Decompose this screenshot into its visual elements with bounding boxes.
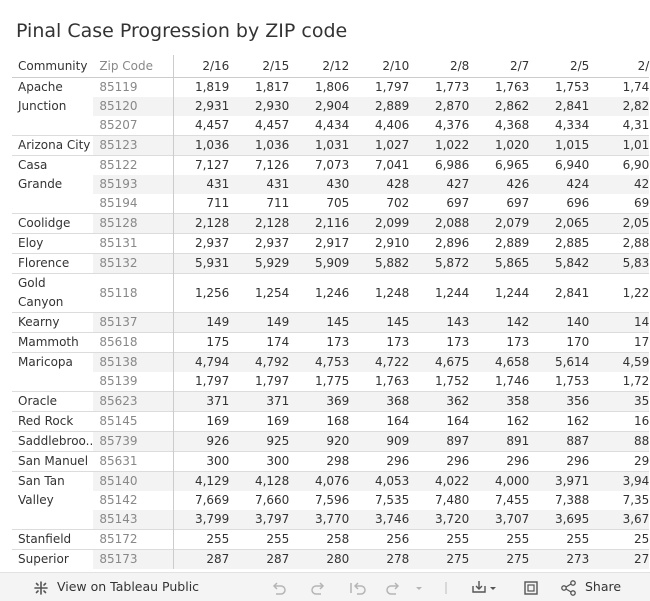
case-count-cell[interactable]: 428: [349, 175, 409, 194]
case-count-cell[interactable]: 1,246: [289, 274, 349, 313]
community-cell[interactable]: Mammoth: [12, 333, 93, 353]
case-count-cell[interactable]: 6,965: [469, 156, 529, 176]
view-on-tableau-public-link[interactable]: [32, 573, 199, 601]
table-row: [12, 313, 649, 333]
community-cell[interactable]: Kearny: [12, 313, 93, 333]
case-count-cell[interactable]: 162: [529, 412, 589, 432]
forward-icon: [385, 579, 405, 597]
case-count-cell[interactable]: 424: [529, 175, 589, 194]
column-header-date[interactable]: 2/5: [529, 55, 589, 78]
case-count-cell[interactable]: 4,675: [409, 353, 469, 373]
page-title: Pinal Case Progression by ZIP code: [16, 20, 348, 42]
case-count-cell[interactable]: 702: [386, 196, 410, 210]
zip-code-cell[interactable]: 85140: [93, 472, 173, 492]
column-header-community[interactable]: Community: [12, 55, 93, 78]
case-count-cell[interactable]: 2,910: [349, 234, 409, 254]
column-header-date[interactable]: 2/16: [173, 55, 229, 78]
zip-code-cell[interactable]: 85138: [93, 353, 173, 373]
zip-code-cell[interactable]: 85137: [93, 313, 173, 333]
zip-code-cell[interactable]: 85207: [93, 116, 173, 136]
case-count-cell[interactable]: 173: [349, 333, 409, 353]
table-row: [12, 274, 649, 313]
case-count-cell[interactable]: 1,022: [409, 136, 469, 156]
case-count-cell[interactable]: 4,794: [173, 353, 229, 373]
case-count-cell[interactable]: 2,904: [289, 97, 349, 116]
case-count-cell[interactable]: 258: [289, 530, 349, 550]
case-count-cell[interactable]: 6,90: [589, 156, 649, 176]
tableau-toolbar: [0, 572, 650, 601]
case-count-cell[interactable]: 2,930: [229, 97, 289, 116]
case-count-cell[interactable]: 2,862: [469, 97, 529, 116]
case-count-cell[interactable]: 174: [229, 333, 289, 353]
case-count-cell[interactable]: 300: [229, 452, 289, 472]
case-count-cell[interactable]: 371: [229, 392, 289, 412]
community-cell[interactable]: Arizona City: [12, 136, 93, 156]
zip-code-cell[interactable]: 85139: [93, 372, 173, 392]
case-count-cell[interactable]: 1,753: [554, 80, 590, 94]
undo-button[interactable]: [270, 573, 288, 601]
case-count-cell[interactable]: 4,753: [289, 353, 349, 373]
zip-code-cell[interactable]: 85132: [93, 254, 173, 274]
column-header-date[interactable]: 2/10: [349, 55, 409, 78]
table-row: [12, 491, 649, 510]
zip-code-cell[interactable]: 85618: [93, 333, 173, 353]
case-count-cell[interactable]: 296: [409, 452, 469, 472]
zip-code-cell[interactable]: 85172: [93, 530, 173, 550]
undo-icon: [270, 579, 288, 597]
case-count-cell[interactable]: 5,909: [289, 254, 349, 274]
case-count-cell[interactable]: 88: [589, 432, 649, 452]
community-cell[interactable]: Casa Grande: [12, 156, 93, 214]
revert-icon: [348, 579, 368, 597]
case-count-cell[interactable]: 5,614: [529, 353, 589, 373]
case-count-cell[interactable]: 35: [589, 392, 649, 412]
header-row: [12, 55, 649, 78]
case-count-cell[interactable]: 1,244: [409, 274, 469, 313]
crosstab-table: [12, 55, 649, 569]
case-count-cell[interactable]: 2,889: [349, 97, 409, 116]
community-cell[interactable]: Eloy: [12, 234, 93, 254]
case-count-cell[interactable]: 2,128: [229, 214, 289, 234]
case-count-cell[interactable]: 1,015: [529, 136, 589, 156]
table-row: [12, 372, 649, 392]
view-on-tableau-public-label: View on Tableau Public: [56, 579, 200, 594]
case-count-cell[interactable]: 2,116: [289, 214, 349, 234]
case-count-cell[interactable]: 5,872: [409, 254, 469, 274]
case-count-cell[interactable]: 7,041: [349, 156, 409, 176]
case-count-cell[interactable]: 169: [173, 412, 229, 432]
case-count-cell[interactable]: 255: [409, 530, 469, 550]
case-count-cell[interactable]: 1,797: [194, 374, 230, 388]
case-count-cell[interactable]: 1,036: [229, 136, 289, 156]
case-count-cell[interactable]: 3,971: [529, 472, 589, 492]
case-count-cell[interactable]: 5,929: [229, 254, 289, 274]
case-count-cell[interactable]: 3,67: [589, 510, 649, 530]
case-count-cell[interactable]: 3,797: [229, 510, 289, 530]
table-row: [12, 333, 649, 353]
case-count-cell[interactable]: 5,882: [349, 254, 409, 274]
case-count-cell[interactable]: 255: [229, 530, 289, 550]
community-cell[interactable]: Florence: [12, 254, 93, 274]
case-count-cell[interactable]: 711: [206, 196, 230, 210]
table-row: [12, 530, 649, 550]
table-row: [12, 175, 649, 194]
case-count-cell[interactable]: 1,256: [173, 274, 229, 313]
case-count-cell[interactable]: 4,334: [554, 118, 590, 132]
case-count-cell[interactable]: 1,254: [229, 274, 289, 313]
case-count-cell[interactable]: 7,127: [173, 156, 229, 176]
table-row: [12, 550, 649, 570]
case-count-cell[interactable]: 17: [589, 333, 649, 353]
case-count-cell[interactable]: 173: [289, 333, 349, 353]
case-count-cell[interactable]: 4,053: [349, 472, 409, 492]
community-cell[interactable]: Gold Canyon: [12, 274, 93, 313]
case-count-cell[interactable]: 426: [469, 175, 529, 194]
case-count-cell[interactable]: 173: [469, 333, 529, 353]
case-count-cell[interactable]: 3,695: [529, 510, 589, 530]
case-count-cell[interactable]: 27: [589, 550, 649, 570]
table-row: [12, 97, 649, 116]
case-count-cell[interactable]: 16: [589, 412, 649, 432]
community-cell[interactable]: San Tan Valley: [12, 472, 93, 530]
share-icon: [560, 579, 578, 597]
zip-code-cell[interactable]: 85739: [93, 432, 173, 452]
case-count-cell[interactable]: 4,457: [254, 118, 290, 132]
table-row: [12, 214, 649, 234]
forward-dropdown-button[interactable]: [414, 573, 424, 601]
column-header-date[interactable]: 2/12: [289, 55, 349, 78]
case-count-cell[interactable]: 287: [173, 550, 229, 570]
zip-code-cell[interactable]: 85120: [93, 97, 173, 116]
redo-icon: [309, 579, 327, 597]
fullscreen-icon: [522, 579, 540, 597]
zip-code-cell[interactable]: 85143: [93, 510, 173, 530]
case-count-cell[interactable]: 431: [229, 175, 289, 194]
fullscreen-button[interactable]: [522, 573, 540, 601]
case-count-cell[interactable]: 168: [289, 412, 349, 432]
table-row: [12, 136, 649, 156]
case-count-cell[interactable]: 431: [173, 175, 229, 194]
community-cell[interactable]: San Manuel: [12, 452, 93, 472]
case-count-cell[interactable]: 4,59: [589, 353, 649, 373]
case-count-cell[interactable]: 2,931: [173, 97, 229, 116]
case-count-cell[interactable]: 2,841: [529, 274, 589, 313]
case-count-cell[interactable]: 897: [409, 432, 469, 452]
case-count-cell[interactable]: 705: [326, 196, 350, 210]
case-count-cell[interactable]: 430: [289, 175, 349, 194]
download-button[interactable]: [470, 573, 502, 601]
case-count-cell[interactable]: 909: [349, 432, 409, 452]
zip-code-cell[interactable]: 85131: [93, 234, 173, 254]
community-cell[interactable]: Coolidge: [12, 214, 93, 234]
case-count-cell[interactable]: 6,940: [529, 156, 589, 176]
case-count-cell[interactable]: 145: [289, 313, 349, 333]
case-count-cell[interactable]: 4,076: [289, 472, 349, 492]
case-count-cell[interactable]: 300: [173, 452, 229, 472]
toolbar-divider: [444, 573, 448, 601]
case-count-cell[interactable]: 4,368: [494, 118, 530, 132]
case-count-cell[interactable]: 1,248: [349, 274, 409, 313]
case-count-cell[interactable]: 1,763: [494, 80, 530, 94]
case-count-cell[interactable]: 926: [173, 432, 229, 452]
case-count-cell[interactable]: 4,792: [229, 353, 289, 373]
case-count-cell[interactable]: 1,244: [469, 274, 529, 313]
table-row: [12, 510, 649, 530]
case-count-cell[interactable]: 255: [173, 530, 229, 550]
case-count-cell[interactable]: 2,870: [409, 97, 469, 116]
case-count-cell[interactable]: 1,752: [434, 374, 470, 388]
case-count-cell[interactable]: 356: [529, 392, 589, 412]
case-count-cell[interactable]: 2,088: [409, 214, 469, 234]
case-count-cell[interactable]: 369: [289, 392, 349, 412]
case-count-cell[interactable]: 3,746: [349, 510, 409, 530]
case-count-cell[interactable]: 4,022: [409, 472, 469, 492]
case-count-cell[interactable]: 7,480: [434, 493, 470, 507]
case-count-cell[interactable]: 2,079: [469, 214, 529, 234]
zip-code-cell[interactable]: 85623: [93, 392, 173, 412]
case-count-cell[interactable]: 368: [349, 392, 409, 412]
case-count-cell[interactable]: 5,842: [529, 254, 589, 274]
table-row: [12, 392, 649, 412]
case-count-cell[interactable]: 278: [349, 550, 409, 570]
case-count-cell[interactable]: 14: [589, 313, 649, 333]
tableau-logo-icon: [32, 579, 50, 597]
case-count-cell[interactable]: 4,658: [469, 353, 529, 373]
case-count-cell[interactable]: 891: [469, 432, 529, 452]
case-count-cell[interactable]: 140: [529, 313, 589, 333]
table-row: [12, 194, 649, 214]
case-count-cell[interactable]: 3,720: [409, 510, 469, 530]
table-row: [12, 156, 649, 176]
zip-code-cell[interactable]: 85193: [93, 175, 173, 194]
case-count-cell[interactable]: 920: [289, 432, 349, 452]
zip-code-cell[interactable]: 85145: [93, 412, 173, 432]
zip-code-cell[interactable]: 85173: [93, 550, 173, 570]
case-count-cell[interactable]: 3,94: [589, 472, 649, 492]
case-count-cell[interactable]: 4,722: [349, 353, 409, 373]
case-count-cell[interactable]: 1,797: [254, 374, 290, 388]
case-count-cell[interactable]: 7,388: [554, 493, 590, 507]
zip-code-cell[interactable]: 85194: [93, 194, 173, 214]
zip-code-cell[interactable]: 85631: [93, 452, 173, 472]
case-count-cell[interactable]: 6,986: [409, 156, 469, 176]
table-row: [12, 452, 649, 472]
case-count-cell[interactable]: 1,819: [194, 80, 230, 94]
case-count-cell[interactable]: 3,707: [469, 510, 529, 530]
column-header-date[interactable]: 2/8: [409, 55, 469, 78]
case-count-cell[interactable]: 2,88: [589, 234, 649, 254]
case-count-cell[interactable]: 69: [634, 196, 650, 210]
zip-code-cell[interactable]: 85123: [93, 136, 173, 156]
case-count-cell[interactable]: 1,74: [622, 80, 650, 94]
case-count-cell[interactable]: 169: [229, 412, 289, 432]
case-count-cell[interactable]: 173: [409, 333, 469, 353]
case-count-cell[interactable]: 7,669: [194, 493, 230, 507]
case-count-cell[interactable]: 164: [409, 412, 469, 432]
table-row: [12, 432, 649, 452]
case-count-cell[interactable]: 7,596: [314, 493, 350, 507]
case-count-cell[interactable]: 362: [409, 392, 469, 412]
case-count-cell[interactable]: 7,35: [622, 493, 650, 507]
case-count-cell[interactable]: 273: [529, 550, 589, 570]
case-count-cell[interactable]: 5,865: [469, 254, 529, 274]
case-count-cell[interactable]: 296: [529, 452, 589, 472]
case-count-cell[interactable]: 7,073: [289, 156, 349, 176]
case-count-cell[interactable]: 29: [589, 452, 649, 472]
community-cell[interactable]: Red Rock: [12, 412, 93, 432]
case-count-cell[interactable]: 4,376: [434, 118, 470, 132]
case-count-cell[interactable]: 697: [446, 196, 470, 210]
share-label: Share: [584, 579, 622, 594]
table-row: [12, 234, 649, 254]
case-count-cell[interactable]: 1,020: [469, 136, 529, 156]
case-count-cell[interactable]: 1,763: [374, 374, 410, 388]
community-cell[interactable]: Apache Junction: [18, 80, 67, 113]
case-count-cell[interactable]: 4,457: [194, 118, 230, 132]
column-header-zip[interactable]: Zip Code: [93, 55, 173, 78]
case-count-cell[interactable]: 887: [529, 432, 589, 452]
table-row: [12, 353, 649, 373]
case-count-cell[interactable]: 4,434: [314, 118, 350, 132]
column-header-date[interactable]: 2/15: [229, 55, 289, 78]
case-count-cell[interactable]: 142: [469, 313, 529, 333]
case-count-cell[interactable]: 371: [173, 392, 229, 412]
case-count-cell[interactable]: 4,128: [229, 472, 289, 492]
case-count-cell[interactable]: 2,82: [589, 97, 649, 116]
case-count-cell[interactable]: 1,775: [314, 374, 350, 388]
community-cell[interactable]: Saddlebroo..: [12, 432, 93, 452]
community-cell[interactable]: Maricopa: [12, 353, 93, 392]
case-count-cell[interactable]: 3,770: [289, 510, 349, 530]
case-count-cell[interactable]: 42: [589, 175, 649, 194]
case-count-cell[interactable]: 4,406: [374, 118, 410, 132]
case-count-cell[interactable]: 1,036: [173, 136, 229, 156]
zip-code-cell[interactable]: 85122: [93, 156, 173, 176]
case-count-cell[interactable]: 275: [469, 550, 529, 570]
case-count-cell[interactable]: 280: [289, 550, 349, 570]
case-count-cell[interactable]: 2,917: [289, 234, 349, 254]
column-header-date[interactable]: 2/: [589, 55, 649, 78]
community-cell[interactable]: Superior: [12, 550, 93, 570]
download-icon: [470, 579, 502, 597]
revert-button[interactable]: [348, 573, 368, 601]
case-count-cell[interactable]: 275: [409, 550, 469, 570]
zip-code-cell[interactable]: 85128: [93, 214, 173, 234]
redo-button[interactable]: [309, 573, 327, 601]
case-count-cell[interactable]: 170: [529, 333, 589, 353]
case-count-cell[interactable]: 1,22: [589, 274, 649, 313]
case-count-cell[interactable]: 2,889: [469, 234, 529, 254]
case-count-cell[interactable]: 2,896: [409, 234, 469, 254]
case-count-cell[interactable]: 711: [266, 196, 290, 210]
case-count-cell[interactable]: 164: [349, 412, 409, 432]
case-count-cell[interactable]: 7,535: [374, 493, 410, 507]
case-count-cell[interactable]: 149: [173, 313, 229, 333]
case-count-cell[interactable]: 2,937: [229, 234, 289, 254]
community-cell[interactable]: Oracle: [12, 392, 93, 412]
case-count-cell[interactable]: 427: [409, 175, 469, 194]
case-count-cell[interactable]: 3,799: [173, 510, 229, 530]
case-count-cell[interactable]: 7,660: [254, 493, 290, 507]
case-count-cell[interactable]: 5,83: [589, 254, 649, 274]
case-count-cell[interactable]: 1,773: [434, 80, 470, 94]
case-count-cell[interactable]: 5,931: [173, 254, 229, 274]
forward-button[interactable]: [385, 573, 405, 601]
case-count-cell[interactable]: 1,746: [494, 374, 530, 388]
case-count-cell[interactable]: 925: [229, 432, 289, 452]
case-count-cell[interactable]: 1,72: [622, 374, 650, 388]
case-count-cell[interactable]: 1,797: [374, 80, 410, 94]
case-count-cell[interactable]: 7,126: [229, 156, 289, 176]
chevron-down-icon: [414, 579, 424, 597]
share-button[interactable]: [560, 573, 621, 601]
case-count-cell[interactable]: 255: [529, 530, 589, 550]
case-count-cell[interactable]: 298: [289, 452, 349, 472]
community-cell[interactable]: Stanfield: [12, 530, 93, 550]
case-count-cell[interactable]: 696: [566, 196, 590, 210]
case-count-cell[interactable]: 4,129: [173, 472, 229, 492]
case-count-cell[interactable]: 2,128: [173, 214, 229, 234]
case-count-cell[interactable]: 1,753: [554, 374, 590, 388]
table-row: [12, 254, 649, 274]
case-count-cell[interactable]: 2,099: [349, 214, 409, 234]
zip-code-cell[interactable]: 85142: [93, 491, 173, 510]
crosstab-viewport[interactable]: [0, 55, 650, 566]
case-count-cell[interactable]: 296: [349, 452, 409, 472]
case-count-cell[interactable]: 145: [349, 313, 409, 333]
case-count-cell[interactable]: 2,937: [173, 234, 229, 254]
zip-code-cell[interactable]: 85118: [93, 274, 173, 313]
case-count-cell[interactable]: 2,065: [529, 214, 589, 234]
case-count-cell[interactable]: 149: [229, 313, 289, 333]
case-count-cell[interactable]: 4,31: [622, 118, 650, 132]
case-count-cell[interactable]: 2,885: [529, 234, 589, 254]
case-count-cell[interactable]: 256: [349, 530, 409, 550]
case-count-cell[interactable]: 162: [469, 412, 529, 432]
case-count-cell[interactable]: 296: [469, 452, 529, 472]
table-row: [12, 472, 649, 492]
zip-code-cell[interactable]: 85119: [93, 78, 173, 98]
case-count-cell[interactable]: 143: [409, 313, 469, 333]
table-row: [12, 412, 649, 432]
case-count-cell[interactable]: 4,000: [469, 472, 529, 492]
table-row: [12, 116, 649, 136]
case-count-cell[interactable]: 7,455: [494, 493, 530, 507]
table-row: [12, 78, 649, 98]
case-count-cell[interactable]: 697: [506, 196, 530, 210]
column-header-date[interactable]: 2/7: [469, 55, 529, 78]
case-count-cell[interactable]: 25: [589, 530, 649, 550]
case-count-cell[interactable]: 2,841: [529, 97, 589, 116]
case-count-cell[interactable]: 358: [469, 392, 529, 412]
case-count-cell[interactable]: 175: [173, 333, 229, 353]
case-count-cell[interactable]: 1,01: [589, 136, 649, 156]
case-count-cell[interactable]: 1,817: [254, 80, 290, 94]
case-count-cell[interactable]: 1,031: [289, 136, 349, 156]
case-count-cell[interactable]: 255: [469, 530, 529, 550]
case-count-cell[interactable]: 2,05: [589, 214, 649, 234]
case-count-cell[interactable]: 287: [229, 550, 289, 570]
case-count-cell[interactable]: 1,806: [314, 80, 350, 94]
case-count-cell[interactable]: 1,027: [349, 136, 409, 156]
